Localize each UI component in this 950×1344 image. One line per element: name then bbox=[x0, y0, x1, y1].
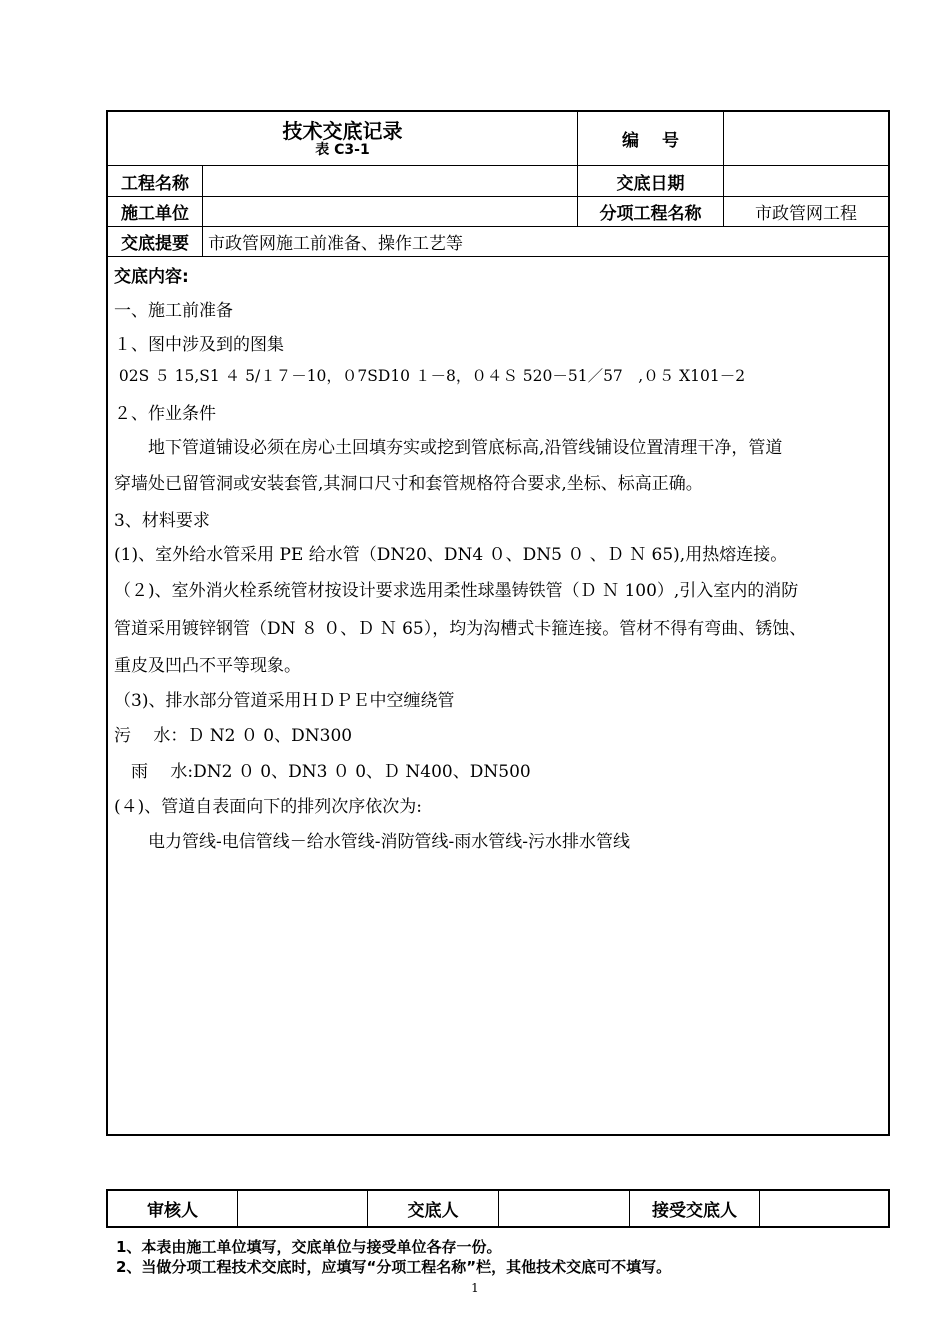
content-line: 02S ５ 15,S1 ４ 5/１７－10，０7SD10 １－8，０４Ｓ 520－51／57 ,０５ X101－2 bbox=[114, 367, 746, 385]
summary-label: 交底提要 bbox=[121, 234, 189, 254]
content-line: 污 水：Ｄ N2 ０ 0、DN300 bbox=[114, 726, 353, 746]
briefing-date-label: 交底日期 bbox=[616, 173, 685, 194]
form-header bbox=[108, 112, 577, 165]
note-line: 1、本表由施工单位填写，交底单位与接受单位各存一份。 bbox=[116, 1238, 502, 1256]
form-title: 技术交底记录 bbox=[282, 118, 403, 143]
content-line: 电力管线-电信管线－给水管线-消防管线-雨水管线-污水排水管线 bbox=[114, 832, 630, 852]
presenter-field[interactable] bbox=[499, 1191, 629, 1226]
column-divider bbox=[202, 166, 203, 257]
page-number: 1 bbox=[471, 1281, 479, 1295]
content-line: （２)、室外消火栓系统管材按设计要求选用柔性球墨铸铁管（Ｄ Ｎ 100）,引入室内的消防 bbox=[114, 581, 799, 601]
content-line: (４)、管道自表面向下的排列次序依次为: bbox=[114, 797, 422, 817]
project-name-label: 工程名称 bbox=[121, 173, 189, 194]
number-field[interactable] bbox=[724, 112, 888, 165]
content-line: 一、施工前准备 bbox=[114, 301, 233, 321]
number-label: 编 号 bbox=[622, 131, 679, 151]
form-subtitle: 表 C3-1 bbox=[315, 141, 370, 158]
content-line: 重皮及凹凸不平等现象。 bbox=[114, 656, 301, 676]
content-heading: 交底内容: bbox=[114, 267, 189, 287]
project-name-field[interactable] bbox=[204, 166, 576, 196]
reviewer-field[interactable] bbox=[238, 1191, 367, 1226]
briefing-date-field[interactable] bbox=[724, 166, 888, 196]
receiver-field[interactable] bbox=[760, 1191, 888, 1226]
content-line: ２、作业条件 bbox=[114, 404, 216, 424]
content-line: 雨 水:DN2 ０ 0、DN3 ０ 0、Ｄ N400、DN500 bbox=[114, 762, 531, 782]
content-line: 地下管道铺设必须在房心土回填夯实或挖到管底标高,沿管线铺设位置清理干净，管道 bbox=[114, 438, 783, 458]
presenter-label: 交底人 bbox=[407, 1201, 459, 1221]
summary-field[interactable]: 市政管网施工前准备、操作工艺等 bbox=[208, 234, 463, 254]
sub-project-label: 分项工程名称 bbox=[599, 204, 702, 224]
content-line: 穿墙处已留管洞或安装套管,其洞口尺寸和套管规格符合要求,坐标、标高正确。 bbox=[114, 474, 703, 494]
note-line: 2、当做分项工程技术交底时，应填写“分项工程名称”栏，其他技术交底可不填写。 bbox=[116, 1258, 672, 1276]
content-line: 管道采用镀锌钢管（DN ８ ０、Ｄ Ｎ 65），均为沟槽式卡箍连接。管材不得有弯曲、锈蚀、 bbox=[114, 619, 807, 639]
row-divider bbox=[108, 256, 888, 257]
content-line: 3、材料要求 bbox=[114, 511, 210, 531]
construction-unit-field[interactable] bbox=[204, 197, 576, 226]
content-line: (1)、室外给水管采用 PE 给水管（DN20、DN4 ０、DN5 ０ 、Ｄ Ｎ 65),用热熔连接。 bbox=[114, 545, 788, 565]
content-line: （3)、排水部分管道采用ＨＤＰＥ中空缠绕管 bbox=[114, 691, 455, 711]
sub-project-field[interactable]: 市政管网工程 bbox=[755, 204, 857, 224]
signature-table bbox=[106, 1189, 890, 1228]
construction-unit-label: 施工单位 bbox=[121, 204, 189, 224]
receiver-label: 接受交底人 bbox=[652, 1201, 737, 1221]
content-line: １、图中涉及到的图集 bbox=[114, 335, 284, 355]
reviewer-label: 审核人 bbox=[147, 1201, 198, 1221]
